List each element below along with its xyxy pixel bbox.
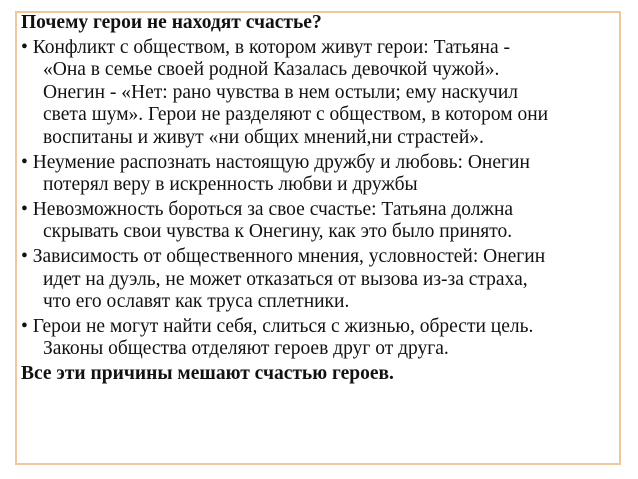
bullet-friendship-love bbox=[21, 152, 621, 197]
bullet-line: что его ославят как труса сплетники. bbox=[43, 291, 350, 313]
bullet-line: света шум». Герои не разделяют с обществом, в котором они bbox=[43, 104, 549, 126]
bullet-line: • Невозможность бороться за свое счастье: Татьяна должна bbox=[21, 198, 514, 220]
bullet-fight-for-happiness bbox=[21, 199, 621, 244]
bullet-line: скрывать свои чувства к Онегину, как это было принято. bbox=[43, 221, 513, 243]
bullet-conflict-society bbox=[21, 37, 621, 150]
bullet-line: • Конфликт с обществом, в котором живут герои: Татьяна - bbox=[21, 36, 510, 58]
slide-conclusion: Все эти причины мешают счастью героев. bbox=[21, 362, 394, 384]
bullet-line: потерял веру в искренность любви и дружбы bbox=[43, 174, 418, 196]
bullet-line: • Герои не могут найти себя, слиться с жизнью, обрести цель. bbox=[21, 315, 534, 337]
bullet-line: • Неумение распознать настоящую дружбу и любовь: Онегин bbox=[21, 151, 530, 173]
bullet-line: • Зависимость от общественного мнения, условностей: Онегин bbox=[21, 245, 546, 267]
slide-content bbox=[21, 12, 621, 386]
bullet-line: «Она в семье своей родной Казалась девочкой чужой». bbox=[43, 59, 500, 81]
bullet-public-opinion bbox=[21, 246, 621, 314]
bullet-line: Законы общества отделяют героев друг от друга. bbox=[43, 338, 449, 360]
bullet-line: идет на дуэль, не может отказаться от вызова из-за страха, bbox=[43, 268, 528, 290]
bullet-find-themselves bbox=[21, 316, 621, 361]
slide-heading: Почему герои не находят счастье? bbox=[21, 12, 322, 33]
bullet-line: Онегин - «Нет: рано чувства в нем остыли; ему наскучил bbox=[43, 81, 519, 103]
bullet-line: воспитаны и живут «ни общих мнений,ни страстей». bbox=[43, 126, 484, 148]
